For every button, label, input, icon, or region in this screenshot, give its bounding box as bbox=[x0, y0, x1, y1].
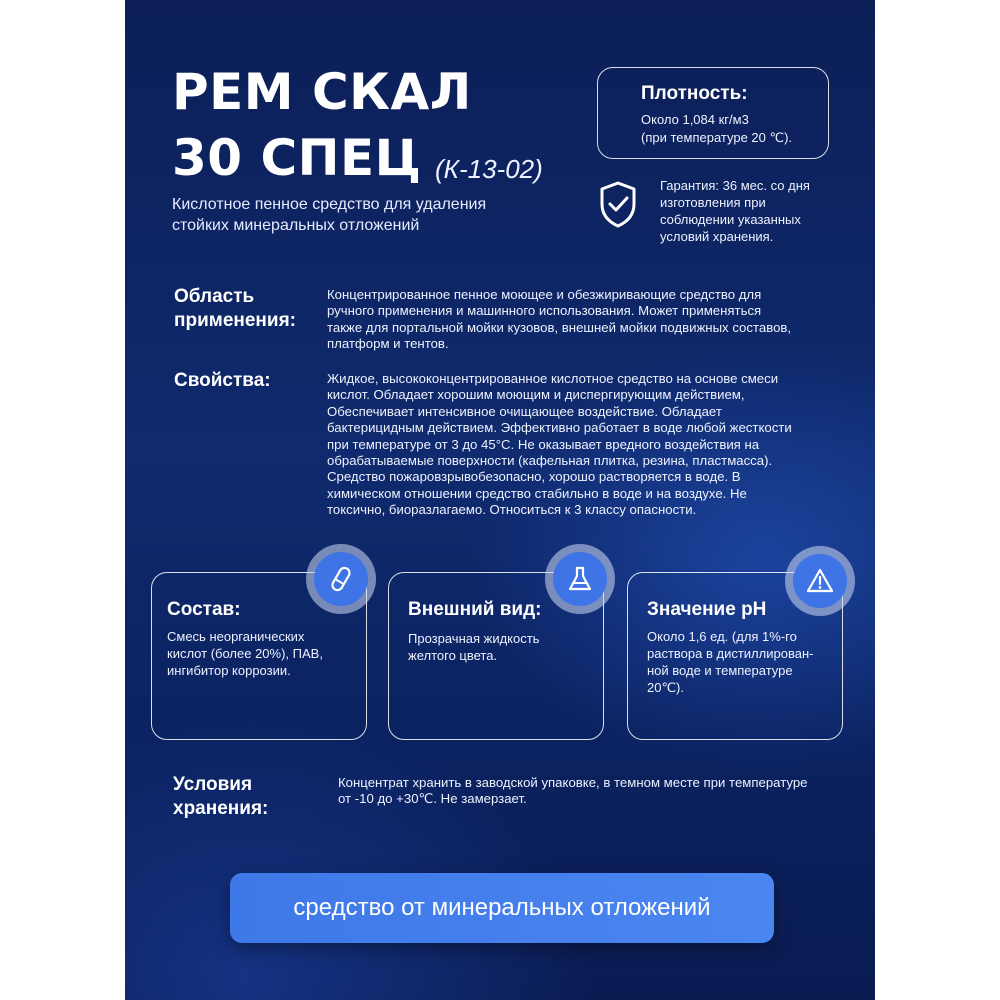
product-subtitle-line2: стойких минеральных отложений bbox=[172, 217, 420, 234]
usage-line: также для портальной мойки кузовов, внешней мойки подвижных составов, bbox=[327, 319, 792, 335]
properties-line: обрабатываемые поверхности (кафельная плитка, резина, пластмасса). bbox=[327, 453, 773, 469]
properties-text bbox=[327, 371, 857, 519]
composition-line: ингибитор коррозии. bbox=[167, 663, 291, 678]
category-button-label: средство от минеральных отложений bbox=[293, 894, 711, 921]
usage-label-line2: применения: bbox=[174, 310, 296, 331]
usage-line: платформ и тентов. bbox=[327, 336, 449, 352]
storage-line: от -10 до +30℃. Не замерзает. bbox=[338, 791, 527, 807]
test-tube-icon bbox=[314, 552, 368, 606]
density-title: Плотность: bbox=[641, 83, 748, 104]
storage-label bbox=[173, 773, 268, 821]
properties-line: кислот. Обладает хорошим моющим и диспергирующим действием, bbox=[327, 387, 745, 403]
properties-line: при температуре от 3 до 45°С. Не оказывает вредного воздействия на bbox=[327, 436, 760, 452]
appearance-text bbox=[408, 630, 539, 664]
properties-line: Средство пожаровзрывобезопасно, хорошо растворяется в воде. В bbox=[327, 469, 741, 485]
flask-icon-badge bbox=[545, 544, 615, 614]
storage-line: Концентрат хранить в заводской упаковке, в темном месте при температуре bbox=[338, 775, 808, 790]
ph-title: Значение pH bbox=[647, 599, 767, 620]
warning-icon-badge bbox=[785, 546, 855, 616]
properties-line: Жидкое, высококонцентрированное кислотное средство на основе смеси bbox=[327, 371, 779, 386]
usage-label bbox=[174, 285, 296, 333]
density-box bbox=[597, 67, 829, 159]
product-card bbox=[125, 0, 875, 1000]
storage-label-line2: хранения: bbox=[173, 798, 269, 819]
guarantee-line: условий хранения. bbox=[660, 229, 774, 244]
density-line2: (при температуре 20 ℃). bbox=[641, 130, 793, 145]
guarantee-line: изготовления при bbox=[660, 195, 766, 210]
composition-line: Смесь неорганических bbox=[167, 629, 305, 644]
composition-text bbox=[167, 628, 323, 679]
flask-icon bbox=[553, 552, 607, 606]
product-subtitle-line1: Кислотное пенное средство для удаления bbox=[172, 196, 487, 213]
usage-label-line1: Область bbox=[174, 286, 255, 307]
product-code: (К-13-02) bbox=[435, 154, 543, 184]
properties-line: токсично, биоразлагаемо. Относиться к 3 классу опасности. bbox=[327, 502, 697, 518]
density-line1: Около 1,084 кг/м3 bbox=[641, 112, 749, 127]
composition-title: Состав: bbox=[167, 599, 241, 620]
composition-line: кислот (более 20%), ПАВ, bbox=[167, 646, 323, 661]
category-button[interactable] bbox=[230, 873, 774, 943]
product-title-line2: 30 СПЕЦ bbox=[172, 129, 422, 187]
product-title-line1: РЕМ СКАЛ bbox=[172, 63, 472, 121]
properties-label: Свойства: bbox=[174, 370, 271, 391]
warning-icon bbox=[793, 554, 847, 608]
ph-line: ной воде и температуре bbox=[647, 663, 793, 678]
properties-line: Обеспечивает интенсивное очищающее воздействие. Обладает bbox=[327, 403, 722, 419]
usage-line: Концентрированное пенное моющее и обезжиривающие средство для bbox=[327, 287, 762, 302]
shield-check-icon bbox=[598, 180, 638, 230]
ph-line: Около 1,6 ед. (для 1%-го bbox=[647, 629, 797, 644]
properties-line: бактерицидным действием. Эффективно работает в воде любой жесткости bbox=[327, 420, 792, 436]
ph-line: 20℃). bbox=[647, 680, 685, 695]
test-tube-icon-badge bbox=[306, 544, 376, 614]
storage-text bbox=[338, 775, 868, 808]
storage-label-line1: Условия bbox=[173, 774, 253, 795]
usage-line: ручного применения и машинного использования. Может применяться bbox=[327, 303, 762, 319]
guarantee-text bbox=[660, 177, 810, 245]
appearance-line: Прозрачная жидкость bbox=[408, 631, 540, 646]
usage-text bbox=[327, 287, 857, 353]
appearance-line: желтого цвета. bbox=[408, 648, 498, 663]
ph-line: раствора в дистиллирован- bbox=[647, 646, 814, 661]
ph-text bbox=[647, 628, 813, 696]
guarantee-line: соблюдении указанных bbox=[660, 212, 801, 227]
guarantee-line: Гарантия: 36 мес. со дня bbox=[660, 178, 810, 193]
appearance-title: Внешний вид: bbox=[408, 599, 542, 620]
properties-line: химическом отношении средство стабильно в воде и на воздухе. Не bbox=[327, 485, 747, 501]
